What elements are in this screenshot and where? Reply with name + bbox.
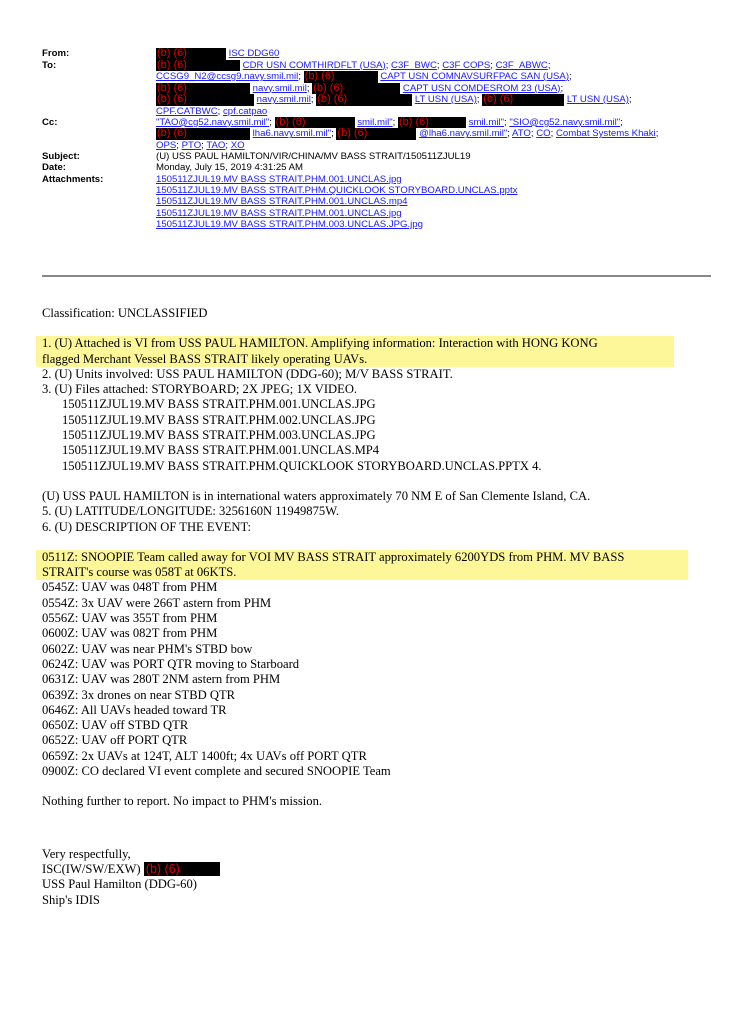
cc-recipients: "TAO@cg52.navy.smil.mil"; (b) (6) smil.mil"; (b) (6) smil.mil"; "SIO@cg52.navy.smil.mil"; (b) (6) lha6.navy.smil.mil"; (b) (6) @lha6.navy.smil.mil"; ATO; CO; Combat Systems Khaki; OPS; PTO; TAO; XO bbox=[156, 115, 659, 151]
redaction-box: (b) (6) bbox=[304, 71, 378, 83]
redaction-box: (b) (6) bbox=[398, 117, 466, 129]
to-recipients: (b) (6) CDR USN COMTHIRDFLT (USA); C3F_BWC; C3F COPS; C3F_ABWC; CCSG9_N2@ccsg9.navy.smil.mil; (b) (6) CAPT USN COMNAVSURFPAC SAN (USA); (b) (6) navy.smil.mil; (b) (6) CAPT USN COMDESROM 23 (USA); (b) (6) navy.smil.mil; (b) (6) LT USN (USA); (b) (6) LT USN (USA); CPF.CATBWC; cpf.catpao bbox=[156, 58, 632, 117]
redaction-box: (b) (6) bbox=[156, 48, 226, 60]
event-item: 0554Z: 3x UAV were 266T astern from PHM bbox=[42, 595, 272, 610]
date-value: Monday, July 15, 2019 4:31:25 AM bbox=[156, 162, 304, 174]
cc-label: Cc: bbox=[42, 116, 58, 128]
cc-row bbox=[42, 117, 712, 151]
recipient-link[interactable]: CAPT USN COMDESROM 23 (USA) bbox=[402, 82, 561, 94]
recipient-link[interactable]: C3F COPS bbox=[442, 59, 491, 71]
from-row bbox=[42, 48, 712, 60]
cc-link[interactable]: PTO bbox=[181, 139, 202, 151]
highlighted-paragraph-1 bbox=[36, 336, 674, 367]
para2: 2. (U) Units involved: USS PAUL HAMILTON (DDG-60); M/V BASS STRAIT. bbox=[42, 366, 453, 381]
from-label: From: bbox=[42, 48, 70, 59]
file-item: 150511ZJUL19.MV BASS STRAIT.PHM.QUICKLOOK STORYBOARD.UNCLAS.PPTX 4. bbox=[62, 458, 542, 473]
recipient-link[interactable]: navy.smil.mil bbox=[252, 82, 307, 94]
attachments-row bbox=[42, 174, 712, 230]
event-item: 0650Z: UAV off STBD QTR bbox=[42, 718, 189, 733]
cc-link[interactable]: lha6.navy.smil.mil" bbox=[252, 128, 332, 140]
event-item: 0659Z: 2x UAVs at 124T, ALT 1400ft; 4x UAVs off PORT QTR bbox=[42, 748, 367, 763]
recipient-link[interactable]: C3F_BWC bbox=[391, 59, 437, 71]
event-item: 0900Z: CO declared VI event complete and secured SNOOPIE Team bbox=[42, 764, 391, 779]
attachment-link[interactable]: 150511ZJUL19.MV BASS STRAIT.PHM.QUICKLOOK STORYBOARD.UNCLAS.pptx bbox=[156, 184, 518, 196]
from-sender-link[interactable]: ISC DDG60 bbox=[228, 48, 280, 59]
file-list bbox=[42, 397, 722, 473]
event-line: 0511Z: SNOOPIE Team called away for VOI MV BASS STRAIT approximately 6200YDS from PHM. MV BASS bbox=[42, 549, 625, 564]
redaction-box: (b) (6) bbox=[336, 128, 416, 140]
file-item: 150511ZJUL19.MV BASS STRAIT.PHM.001.UNCLAS.JPG bbox=[62, 397, 376, 412]
redaction-box: (b) (6) bbox=[275, 117, 355, 129]
recipient-link[interactable]: CPF.CATBWC bbox=[156, 105, 218, 117]
cc-link[interactable]: CO bbox=[536, 128, 551, 140]
attachment-link[interactable]: 150511ZJUL19.MV BASS STRAIT.PHM.001.UNCLAS.jpg bbox=[156, 173, 402, 185]
cc-link[interactable]: XO bbox=[230, 139, 245, 151]
cc-link[interactable]: TAO bbox=[206, 139, 226, 151]
redaction-box: (b) (6) bbox=[156, 60, 240, 72]
attachments-list bbox=[156, 174, 712, 230]
cc-link[interactable]: OPS bbox=[156, 139, 177, 151]
recipient-link[interactable]: LT USN (USA) bbox=[566, 94, 629, 105]
event-item: 0624Z: UAV was PORT QTR moving to Starboard bbox=[42, 656, 300, 671]
signer-ship: USS Paul Hamilton (DDG-60) bbox=[42, 877, 197, 892]
closing-line: Nothing further to report. No impact to PHM's mission. bbox=[42, 794, 323, 809]
subject-label: Subject: bbox=[42, 151, 80, 163]
highlighted-event-0511z bbox=[36, 550, 688, 581]
event-line: STRAIT's course was 058T at 06KTS. bbox=[42, 565, 237, 580]
attachment-link[interactable]: 150511ZJUL19.MV BASS STRAIT.PHM.003.UNCLAS.JPG.jpg bbox=[156, 218, 423, 230]
event-item: 0600Z: UAV was 082T from PHM bbox=[42, 626, 218, 641]
signer-rank: ISC(IW/SW/EXW) bbox=[42, 861, 141, 876]
para4: (U) USS PAUL HAMILTON is in international waters approximately 70 NM E of San Clemente Island, CA. bbox=[42, 488, 591, 503]
message-body bbox=[42, 306, 722, 908]
cc-link[interactable]: "TAO@cg52.navy.smil.mil" bbox=[156, 116, 270, 128]
classification-line: Classification: UNCLASSIFIED bbox=[42, 306, 208, 320]
cc-link[interactable]: Combat Systems Khaki bbox=[555, 128, 656, 140]
redaction-box: (b) (6) bbox=[312, 83, 400, 95]
recipient-link[interactable]: CCSG9_N2@ccsg9.navy.smil.mil bbox=[156, 71, 299, 82]
recipient-link[interactable]: C3F_ABWC bbox=[495, 59, 548, 71]
to-row bbox=[42, 60, 712, 117]
to-label: To: bbox=[42, 59, 57, 71]
file-item: 150511ZJUL19.MV BASS STRAIT.PHM.003.UNCLAS.JPG bbox=[62, 428, 376, 443]
subject-row bbox=[42, 151, 712, 162]
recipient-link[interactable]: cpf.catpao bbox=[223, 105, 268, 117]
subject-value: (U) USS PAUL HAMILTON/VIR/CHINA/MV BASS STRAIT/150511ZJUL19 bbox=[156, 151, 471, 163]
event-item: 0652Z: UAV off PORT QTR bbox=[42, 733, 188, 748]
para1-line2: flagged Merchant Vessel BASS STRAIT likely operating UAVs. bbox=[42, 351, 368, 366]
event-list bbox=[42, 580, 722, 779]
file-item: 150511ZJUL19.MV BASS STRAIT.PHM.002.UNCLAS.JPG bbox=[62, 412, 376, 427]
redaction-box: (b) (6) bbox=[156, 128, 250, 140]
para3: 3. (U) Files attached: STORYBOARD; 2X JPEG; 1X VIDEO. bbox=[42, 382, 358, 397]
date-row bbox=[42, 162, 712, 173]
header-divider bbox=[42, 275, 711, 277]
redaction-box: (b) (6) bbox=[316, 94, 412, 106]
event-item: 0556Z: UAV was 355T from PHM bbox=[42, 611, 218, 626]
redaction-box: (b) (6) bbox=[144, 862, 220, 876]
redaction-box: (b) (6) bbox=[156, 83, 250, 95]
recipient-link[interactable]: CAPT USN COMNAVSURFPAC SAN (USA) bbox=[380, 71, 570, 82]
attachment-link[interactable]: 150511ZJUL19.MV BASS STRAIT.PHM.001.UNCLAS.mp4 bbox=[156, 196, 408, 208]
file-item: 150511ZJUL19.MV BASS STRAIT.PHM.001.UNCLAS.MP4 bbox=[62, 443, 380, 458]
event-item: 0639Z: 3x drones on near STBD QTR bbox=[42, 687, 236, 702]
signer-line bbox=[42, 862, 722, 877]
signer-role: Ship's IDIS bbox=[42, 892, 100, 907]
salutation: Very respectfully, bbox=[42, 846, 131, 861]
attachment-link[interactable]: 150511ZJUL19.MV BASS STRAIT.PHM.001.UNCLAS.jpg bbox=[156, 207, 402, 219]
event-item: 0631Z: UAV was 280T 2NM astern from PHM bbox=[42, 672, 281, 687]
attachments-label: Attachments: bbox=[42, 173, 104, 185]
signature-block bbox=[42, 847, 722, 908]
cc-link[interactable]: smil.mil" bbox=[357, 116, 393, 128]
recipient-link[interactable]: LT USN (USA) bbox=[414, 94, 477, 105]
date-label: Date: bbox=[42, 162, 66, 174]
redaction-box: (b) (6) bbox=[156, 94, 254, 106]
para1-line1: 1. (U) Attached is VI from USS PAUL HAMILTON. Amplifying information: Interaction with HONG KONG bbox=[42, 336, 598, 351]
recipient-link[interactable]: CDR USN COMTHIRDFLT (USA) bbox=[242, 59, 386, 71]
para6: 6. (U) DESCRIPTION OF THE EVENT: bbox=[42, 519, 252, 534]
para5: 5. (U) LATITUDE/LONGITUDE: 3256160N 11949875W. bbox=[42, 504, 340, 519]
recipient-link[interactable]: navy.smil.mil bbox=[256, 94, 311, 105]
cc-link[interactable]: ATO bbox=[512, 128, 531, 140]
cc-link[interactable]: smil.mil" bbox=[468, 116, 505, 128]
cc-link[interactable]: "SIO@cg52.navy.smil.mil" bbox=[509, 116, 621, 128]
event-item: 0545Z: UAV was 048T from PHM bbox=[42, 580, 218, 595]
event-item: 0602Z: UAV was near PHM's STBD bow bbox=[42, 641, 253, 656]
cc-link[interactable]: @lha6.navy.smil.mil" bbox=[419, 128, 508, 140]
event-item: 0646Z: All UAVs headed toward TR bbox=[42, 702, 227, 717]
redaction-box: (b) (6) bbox=[482, 94, 564, 106]
email-header bbox=[42, 48, 712, 230]
